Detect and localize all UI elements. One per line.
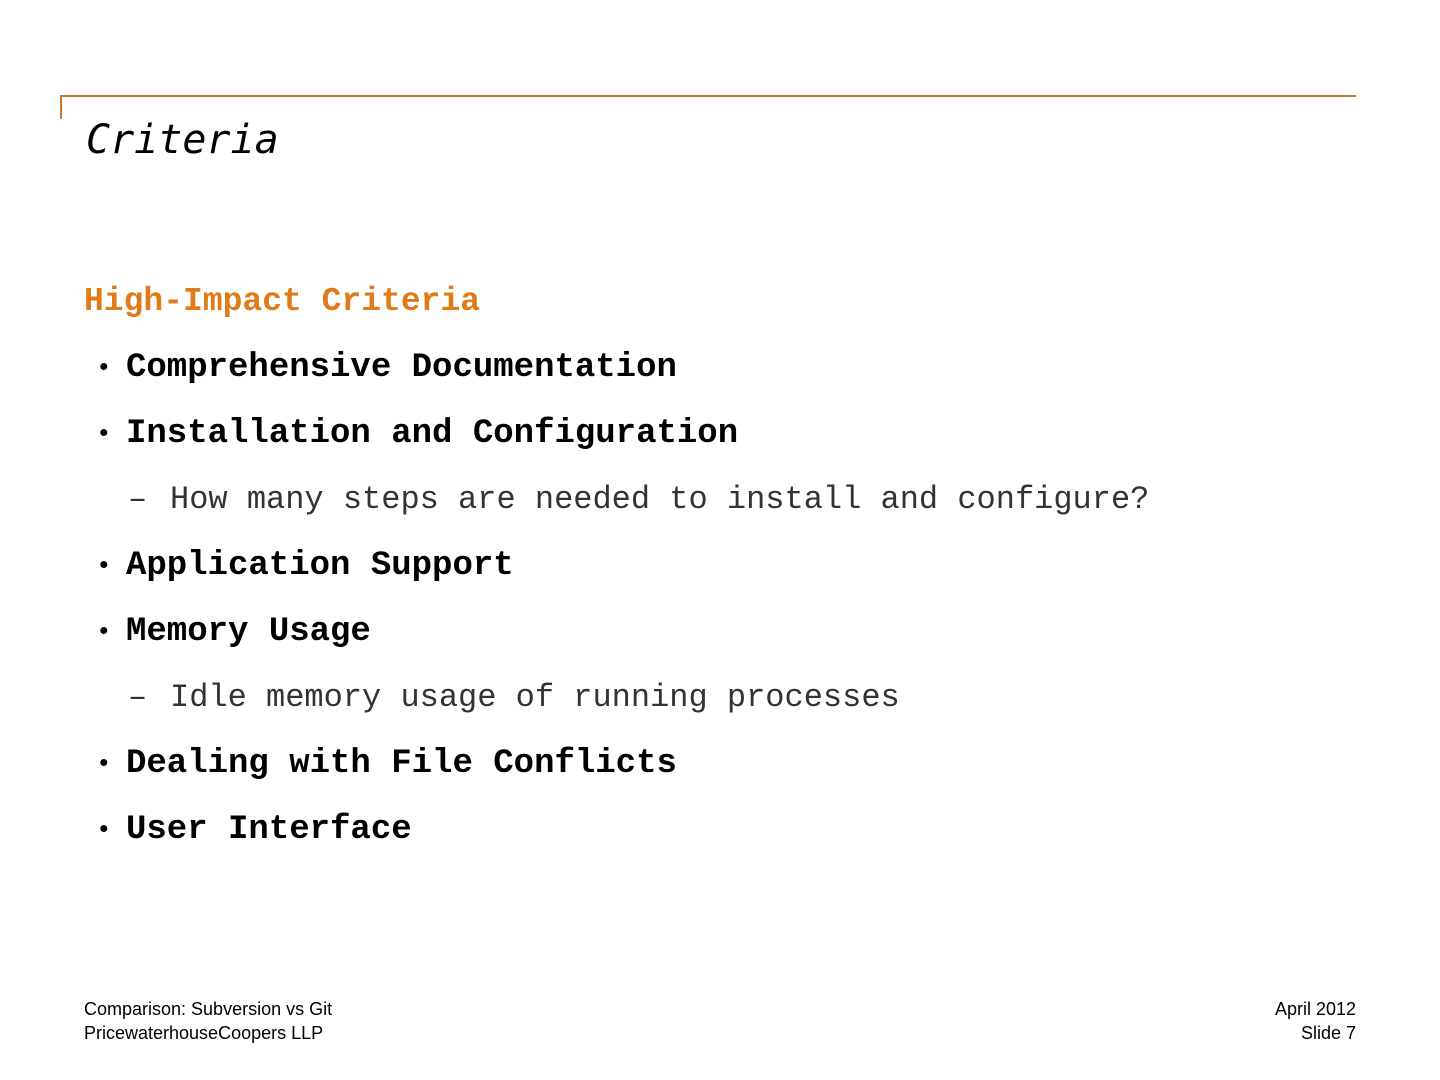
title-rule-horizontal	[60, 95, 1356, 97]
sub-item-label: Idle memory usage of running processes	[170, 679, 900, 716]
bullet-icon: •	[96, 815, 112, 845]
section-heading: High-Impact Criteria	[84, 283, 481, 320]
sub-item-install-steps	[96, 478, 1149, 544]
list-item-label: User Interface	[126, 811, 412, 849]
bullet-icon: •	[96, 353, 112, 383]
list-item-label: Application Support	[126, 547, 514, 585]
criteria-list	[96, 346, 1149, 874]
list-item-user-interface	[96, 808, 1149, 874]
list-item-file-conflicts	[96, 742, 1149, 808]
dash-icon: –	[128, 679, 148, 716]
bullet-icon: •	[96, 419, 112, 449]
list-item-memory-usage	[96, 610, 1149, 676]
bullet-icon: •	[96, 551, 112, 581]
list-item-label: Installation and Configuration	[126, 415, 739, 453]
list-item-application-support	[96, 544, 1149, 610]
slide-title: Criteria	[86, 117, 279, 163]
title-rule-vertical	[60, 95, 62, 119]
list-item-comprehensive-documentation	[96, 346, 1149, 412]
footer-company: PricewaterhouseCoopers LLP	[84, 1023, 324, 1043]
list-item-label: Memory Usage	[126, 613, 371, 651]
footer-presentation-title: Comparison: Subversion vs Git	[84, 999, 333, 1019]
dash-icon: –	[128, 481, 148, 518]
sub-item-idle-memory	[96, 676, 1149, 742]
list-item-label: Comprehensive Documentation	[126, 349, 677, 387]
footer-left	[84, 997, 332, 1045]
footer-date: April 2012	[1274, 999, 1356, 1019]
list-item-label: Dealing with File Conflicts	[126, 745, 677, 783]
bullet-icon: •	[96, 617, 112, 647]
list-item-installation-configuration	[96, 412, 1149, 478]
bullet-icon: •	[96, 749, 112, 779]
footer-slide-number: Slide 7	[1300, 1023, 1356, 1043]
sub-item-label: How many steps are needed to install and configure?	[170, 481, 1150, 518]
footer-right	[1275, 997, 1356, 1045]
